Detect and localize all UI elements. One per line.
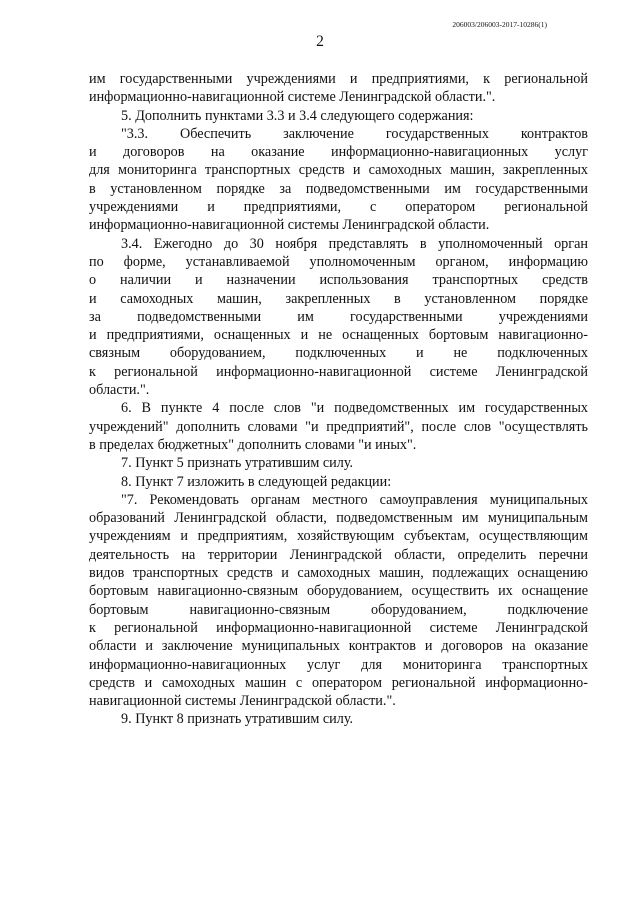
text-line: учреждениям и предприятиям, хозяйствующим субъектам, осуществляющим xyxy=(89,528,588,545)
text-line: учреждений" дополнить словами "и предприятий", после слов "осуществлять xyxy=(89,418,588,435)
text-line: в установленном порядке за подведомственными им государственными xyxy=(89,180,588,197)
text-line: образований Ленинградской области, подведомственным им муниципальным xyxy=(89,510,588,527)
text-line: им государственными учреждениями и предприятиями, к региональной xyxy=(89,71,588,87)
text-line: деятельность на территории Ленинградской области, определить перечни xyxy=(89,546,588,563)
text-line: области и заключение муниципальных контрактов и договоров на оказание xyxy=(89,638,588,655)
text-line: к региональной информационно-навигационной системе Ленинградской xyxy=(89,363,588,380)
text-line: "7. Рекомендовать органам местного самоуправления муниципальных xyxy=(121,491,588,508)
text-line: информационно-навигационных услуг для мониторинга транспортных xyxy=(89,656,588,673)
text-line: видов транспортных средств и самоходных машин, подлежащих оснащению xyxy=(89,565,588,582)
text-line: средств и самоходных машин с оператором региональной информационно- xyxy=(89,674,588,691)
text-line: и предприятиями, оснащенных и не оснащенных бортовым навигационно- xyxy=(89,327,588,344)
document-body xyxy=(89,70,588,729)
text-line: "3.3. Обеспечить заключение государственных контрактов xyxy=(121,125,588,142)
text-line: навигационной системы Ленинградской области.". xyxy=(89,693,396,710)
text-line: за подведомственными им государственными учреждениями xyxy=(89,308,588,325)
page-number: 2 xyxy=(316,33,324,50)
text-line: к региональной информационно-навигационной системе Ленинградской xyxy=(89,619,588,636)
text-line: о наличии и назначении использования транспортных средств xyxy=(89,272,588,289)
text-line: информационно-навигационной системы Ленинградской области. xyxy=(89,217,490,234)
text-line: в пределах бюджетных" дополнить словами "и иных". xyxy=(89,436,417,453)
text-line: 7. Пункт 5 признать утратившим силу. xyxy=(121,455,354,472)
text-line: бортовым навигационно-связным оборудованием, осуществить их оснащение xyxy=(89,583,588,600)
text-line: связным оборудованием, подключенных и не подключенных xyxy=(89,345,588,362)
text-line: 9. Пункт 8 признать утратившим силу. xyxy=(121,711,354,728)
text-line: 6. В пункте 4 после слов "и подведомственных им государственных xyxy=(121,400,588,417)
text-line: учреждениями и предприятиями, с оператором региональной xyxy=(89,199,588,216)
text-line: и договоров на оказание информационно-навигационных услуг xyxy=(89,144,588,161)
text-line: 3.4. Ежегодно до 30 ноября представлять в уполномоченный орган xyxy=(121,235,588,252)
document-id: 206003/206003-2017-10286(1) xyxy=(452,20,547,29)
text-line: информационно-навигационной системе Ленинградской области.". xyxy=(89,89,496,106)
text-line: 8. Пункт 7 изложить в следующей редакции: xyxy=(121,473,392,490)
text-line: 5. Дополнить пунктами 3.3 и 3.4 следующего содержания: xyxy=(121,107,474,124)
text-line: бортовым навигационно-связным оборудованием, подключение xyxy=(89,601,588,618)
text-line: для мониторинга транспортных средств и самоходных машин, закрепленных xyxy=(89,162,588,179)
text-line: по форме, устанавливаемой уполномоченным органом, информацию xyxy=(89,253,588,270)
text-line: области.". xyxy=(89,382,150,399)
text-line: и самоходных машин, закрепленных в установленном порядке xyxy=(89,290,588,307)
